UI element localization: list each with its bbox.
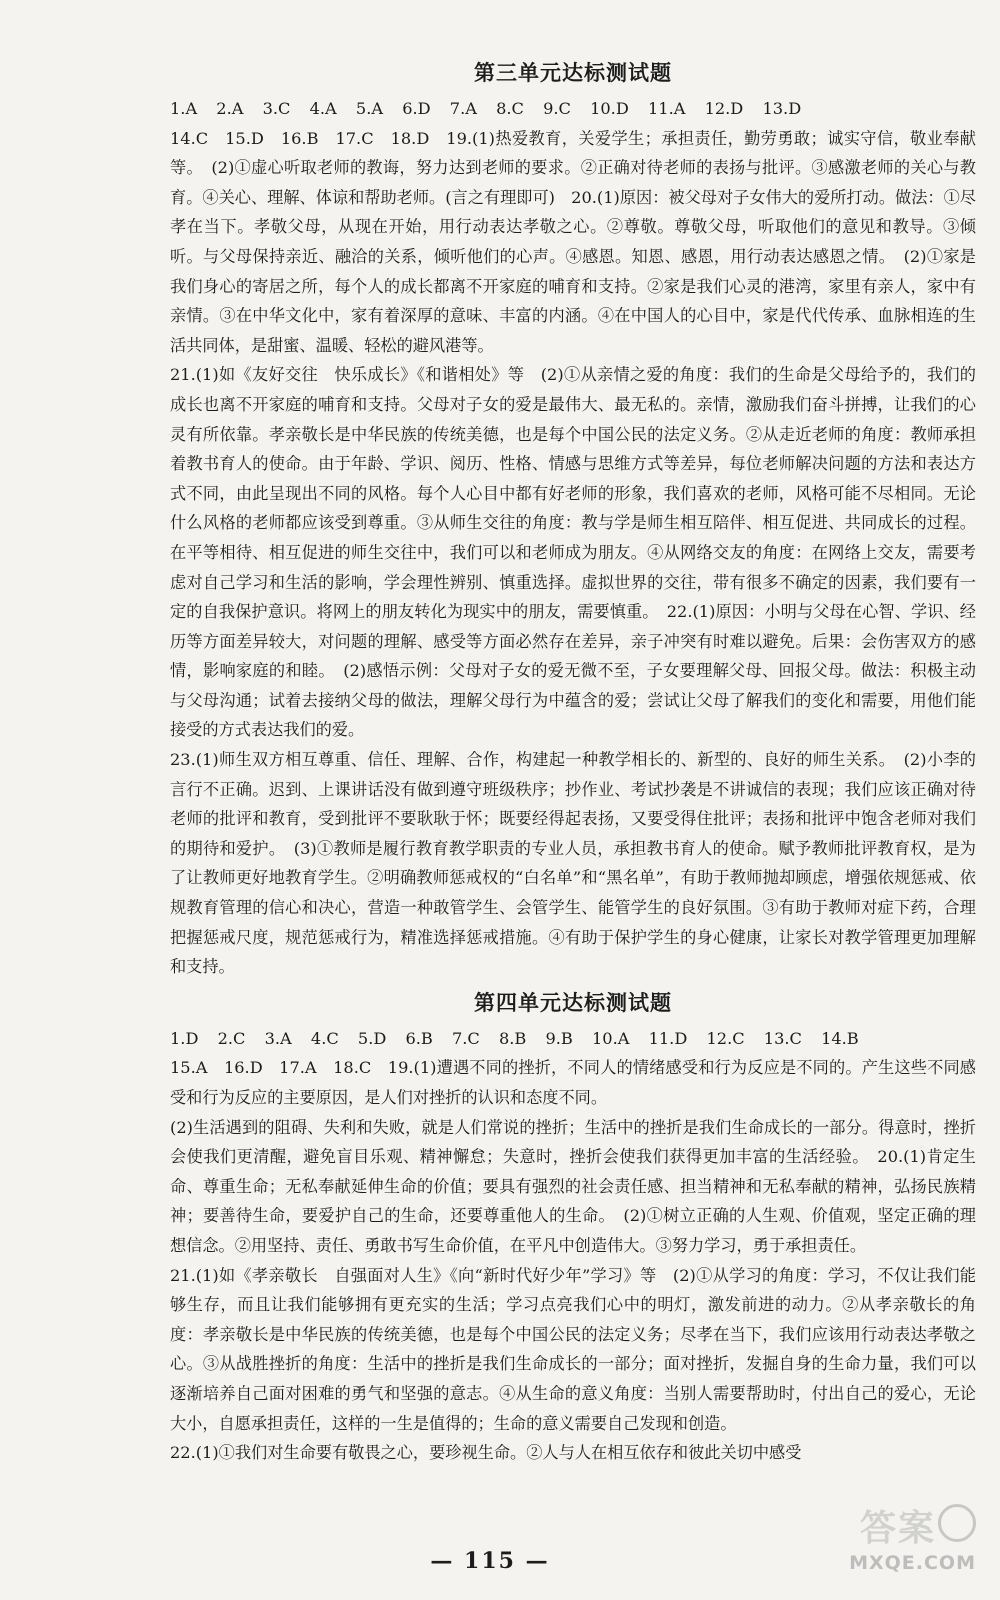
answer-item: 12.D xyxy=(704,99,744,118)
answer-item: 5.A xyxy=(355,99,384,118)
site-watermark xyxy=(816,1500,976,1574)
answer-item: 1.D xyxy=(170,1028,199,1048)
answer-item: 9.C xyxy=(543,99,571,118)
section4-answer-21: 21.(1)如《孝亲敬长 自强面对人生》《向“新时代好少年”学习》等 (2)①从学习的角度：学习，不仅让我们能够生存，而且让我们能够拥有更充实的生活；学习点亮我们心中的明灯，激发前进的动力。②从孝亲敬长的角度：孝亲敬长是中华民族的传统美德，也是每个中国公民的法定义务；尽孝在当下，我们应该用行动表达孝敬之心。③从战胜挫折的角度：生活中的挫折是我们生命成长的一部分；面对挫折，发掘自身的生命力量，我们可以逐渐培养自己面对困难的勇气和坚强的意志。④从生命的意义角度：当别人需要帮助时，付出自己的爱心，无论大小，自愿承担责任，这样的一生是值得的；生命的意义需要自己发现和创造。 xyxy=(170,1265,976,1433)
answer-item: 9.B xyxy=(545,1028,573,1048)
section3-answers-14-20: 14.C 15.D 16.B 17.C 18.D 19.(1)热爱教育，关爱学生；承担责任，勤劳勇敢；诚实守信，敬业奉献等。 (2)①虚心听取老师的教诲，努力达到老师的要求。②正确对待老师的表扬与批评。③感激老师的关心与教育。④关心、理解、体谅和帮助老师。(言之有理即可) 20.(1)原因：被父母对子女伟大的爱所打动。做法：①尽孝在当下。孝敬父母，从现在开始，用行动表达孝敬之心。②尊敬。尊敬父母，听取他们的意见和教导。③倾听。与父母保持亲近、融洽的关系，倾听他们的心声。④感恩。知恩、感恩，用行动表达感恩之情。 (2)①家是我们身心的寄居之所，每个人的成长都离不开家庭的哺育和支持。②家是我们心灵的港湾，家里有亲人，家中有亲情。③在中华文化中，家有着深厚的意味、丰富的内涵。④在中国人的心目中，家是代代传承、血脉相连的生活共同体，是甜蜜、温暖、轻松的避风港等。 xyxy=(170,128,976,355)
answer-item: 12.C xyxy=(706,1028,745,1048)
answer-item: 6.B xyxy=(405,1028,433,1048)
answer-item: 7.A xyxy=(449,99,477,118)
answer-item: 10.A xyxy=(591,1028,630,1048)
section4-answers-15-19: 15.A 16.D 17.A 18.C 19.(1)遭遇不同的挫折，不同人的情绪感受和行为反应是不同的。产生这些不同感受和行为反应的主要原因，是人们对挫折的认识和态度不同。 xyxy=(170,1058,976,1107)
answer-item: 10.D xyxy=(590,99,629,118)
answer-item: 13.D xyxy=(762,99,802,118)
section4-answers-19-20: (2)生活遇到的阻碍、失利和失败，就是人们常说的挫折；生活中的挫折是我们生命成长的一部分。得意时，挫折会使我们更清醒，避免盲目乐观、精神懈怠；失意时，挫折会使我们获得更加丰富的生活经验。 20.(1)肯定生命、尊重生命；无私奉献延伸生命的价值；要具有强烈的社会责任感、担当精神和无私奉献的精神，弘扬民族精神；要善待生命，要爱护自己的生命，还要尊重他人的生命。 (2)①树立正确的人生观、价值观，坚定正确的理想信念。②用坚持、责任、勇敢书写生命价值，在平凡中创造伟大。③努力学习，勇于承担责任。 xyxy=(170,1117,976,1255)
answer-item: 13.C xyxy=(763,1028,802,1048)
answer-item: 4.A xyxy=(309,99,337,118)
section4-answer-22: 22.(1)①我们对生命要有敬畏之心，要珍视生命。②人与人在相互依存和彼此关切中感受 xyxy=(170,1443,802,1463)
answer-item: 6.D xyxy=(402,99,431,118)
section3-title: 第三单元达标测试题 xyxy=(474,60,672,85)
answer-item: 4.C xyxy=(310,1028,339,1048)
answer-item: 3.A xyxy=(264,1028,292,1048)
answer-item: 8.B xyxy=(498,1028,527,1048)
section3-choice-row xyxy=(170,94,976,124)
answer-item: 2.A xyxy=(216,99,244,118)
badge-icon xyxy=(938,1504,976,1542)
answer-item: 14.B xyxy=(821,1028,859,1048)
answer-item: 5.D xyxy=(357,1028,387,1048)
answer-item: 11.D xyxy=(648,1028,688,1048)
section3-answers-21-22: 21.(1)如《友好交往 快乐成长》《和谐相处》等 (2)①从亲情之爱的角度：我们的生命是父母给予的，我们的成长也离不开家庭的哺育和支持。父母对子女的爱是最伟大、最无私的。亲情，激励我们奋斗拼搏，让我们的心灵有所依靠。孝亲敬长是中华民族的传统美德，也是每个中国公民的法定义务。②从走近老师的角度：教师承担着教书育人的使命。由于年龄、学识、阅历、性格、情感与思维方式等差异，每位老师解决问题的方法和表达方式不同，由此呈现出不同的风格。每个人心目中都有好老师的形象，我们喜欢的老师，风格可能不尽相同。无论什么风格的老师都应该受到尊重。③从师生交往的角度：教与学是师生相互陪伴、相互促进、共同成长的过程。在平等相待、相互促进的师生交往中，我们可以和老师成为朋友。④从网络交友的角度：在网络上交友，需要考虑对自己学习和生活的影响，学会理性辨别、慎重选择。虚拟世界的交往，带有很多不确定的因素，我们要有一定的自我保护意识。将网上的朋友转化为现实中的朋友，需要慎重。 22.(1)原因：小明与父母在心智、学识、经历等方面差异较大，对问题的理解、感受等方面必然存在差异，亲子冲突有时难以避免。后果：会伤害双方的感情，影响家庭的和睦。 (2)感悟示例：父母对子女的爱无微不至，子女要理解父母、回报父母。做法：积极主动与父母沟通；试着去接纳父母的做法，理解父母行为中蕴含的爱；尝试让父母了解我们的变化和需要，用他们能接受的方式表达我们的爱。 xyxy=(170,365,976,740)
section4-title: 第四单元达标测试题 xyxy=(474,989,672,1015)
answer-item: 8.C xyxy=(496,99,524,118)
answer-item: 3.C xyxy=(262,99,291,118)
answer-item: 11.A xyxy=(647,99,686,118)
watermark-url: MXQE.COM xyxy=(849,1552,976,1574)
answer-item: 2.C xyxy=(217,1028,246,1048)
section4-choice-row xyxy=(170,1024,976,1054)
page-number: — 115 — xyxy=(430,1548,550,1574)
section3-answer-23: 23.(1)师生双方相互尊重、信任、理解、合作，构建起一种教学相长的、新型的、良好的师生关系。 (2)小李的言行不正确。迟到、上课讲话没有做到遵守班级秩序；抄作业、考试抄袭是不讲诚信的表现；我们应该正确对待老师的批评和教育，受到批评不要耿耿于怀；既要经得起表扬，又要受得住批评；表扬和批评中饱含老师对我们的期待和爱护。 (3)①教师是履行教育教学职责的专业人员，承担教书育人的使命。赋予教师批评教育权，是为了让教师更好地教育学生。②明确教师惩戒权的“白名单”和“黑名单”，有助于教师抛却顾虑，增强依规惩戒、依规教育管理的信心和决心，营造一种敢管学生、会管学生、能管学生的良好氛围。③有助于教师对症下药，合理把握惩戒尺度，规范惩戒行为，精准选择惩戒措施。④有助于保护学生的身心健康，让家长对教学管理更加理解和支持。 xyxy=(170,750,976,977)
watermark-text: 答案 xyxy=(859,1508,936,1549)
answer-item: 7.C xyxy=(451,1028,480,1048)
answer-item: 1.A xyxy=(170,99,198,118)
